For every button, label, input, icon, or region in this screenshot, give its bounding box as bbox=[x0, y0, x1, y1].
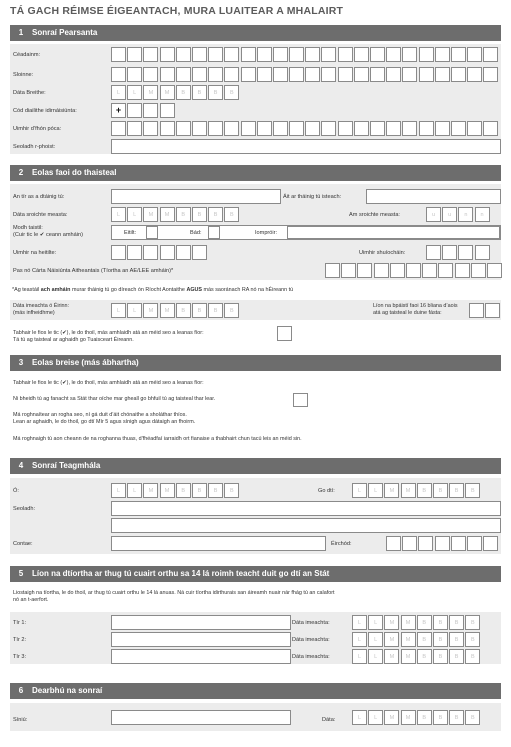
section-1-header: 1 Sonraí Pearsanta bbox=[10, 25, 501, 41]
char-box[interactable] bbox=[160, 245, 175, 260]
country-2-departure-label: Dáta imeachta: bbox=[292, 637, 330, 643]
no-overnight-checkbox[interactable] bbox=[293, 393, 308, 407]
char-box[interactable] bbox=[176, 245, 191, 260]
date-box[interactable]: M bbox=[143, 85, 158, 100]
address-line-1[interactable] bbox=[111, 501, 501, 516]
country-from-field[interactable] bbox=[111, 189, 281, 204]
char-box[interactable] bbox=[289, 121, 304, 136]
char-box[interactable] bbox=[458, 245, 473, 260]
place-arrived-field[interactable] bbox=[366, 189, 501, 204]
date-box[interactable]: B bbox=[449, 710, 464, 725]
county-label: Contae: bbox=[13, 541, 33, 547]
char-box[interactable] bbox=[370, 121, 385, 136]
date-box[interactable]: B bbox=[224, 303, 239, 318]
date-box[interactable]: L bbox=[368, 649, 383, 664]
flight-no-label: Uimhir na heitilte: bbox=[13, 250, 57, 256]
date-box[interactable]: L bbox=[111, 483, 126, 498]
char-box[interactable] bbox=[176, 121, 191, 136]
char-box[interactable] bbox=[127, 245, 142, 260]
eircode-label: Éirchód: bbox=[331, 541, 352, 547]
char-box[interactable] bbox=[160, 121, 175, 136]
char-box[interactable] bbox=[370, 67, 385, 82]
char-box[interactable] bbox=[451, 47, 466, 62]
other-carrier-label: Iompróir: bbox=[255, 230, 278, 236]
surname-boxes[interactable] bbox=[111, 67, 500, 82]
to-date-label: Go dtí: bbox=[318, 488, 335, 494]
char-box[interactable] bbox=[176, 67, 191, 82]
signature-field[interactable] bbox=[111, 710, 291, 725]
date-box[interactable]: M bbox=[401, 615, 416, 630]
char-box[interactable] bbox=[305, 121, 320, 136]
char-box[interactable] bbox=[483, 536, 498, 551]
char-box[interactable] bbox=[224, 47, 239, 62]
char-box[interactable] bbox=[127, 47, 142, 62]
char-box[interactable] bbox=[321, 47, 336, 62]
char-box[interactable] bbox=[289, 47, 304, 62]
char-box[interactable] bbox=[160, 67, 175, 82]
date-box[interactable]: M bbox=[384, 710, 399, 725]
country-from-label: An tír as a dtáinig tú: bbox=[13, 194, 65, 200]
char-box[interactable] bbox=[127, 67, 142, 82]
date-box[interactable]: B bbox=[465, 615, 480, 630]
plus-sign: + bbox=[111, 103, 126, 118]
option-note: Má roghnaítear an rogha seo, ní gá duit d’áit chónaithe a sholáthar thíos. Lean ar aghaidh, le do thoil, go dtí Mír 5 agus sínigh agus dátaigh an fhoirm. bbox=[13, 412, 196, 425]
section-4-header: 4 Sonraí Teagmhála bbox=[10, 458, 501, 474]
date-box[interactable]: M bbox=[401, 632, 416, 647]
country-3-departure-label: Dáta imeachta: bbox=[292, 654, 330, 660]
char-box[interactable] bbox=[338, 121, 353, 136]
country-1-departure-label: Dáta imeachta: bbox=[292, 620, 330, 626]
arrival-time-label: Am sroichte measta: bbox=[349, 212, 400, 218]
char-box[interactable] bbox=[127, 103, 142, 118]
no-overnight-text: Ni bheidh tú ag fanacht sa Stát thar oíche mar gheall go bhfuil tú ag taisteal thar lear. bbox=[13, 396, 216, 402]
county-field[interactable] bbox=[111, 536, 326, 551]
char-box[interactable] bbox=[192, 47, 207, 62]
dial-code-label: Cód diailithe idirnáisiúnta: bbox=[13, 108, 77, 114]
char-box[interactable] bbox=[402, 67, 417, 82]
from-date-boxes[interactable] bbox=[111, 483, 241, 498]
char-box[interactable] bbox=[192, 67, 207, 82]
char-box[interactable] bbox=[471, 263, 486, 278]
char-box[interactable] bbox=[354, 47, 369, 62]
char-box[interactable] bbox=[390, 263, 405, 278]
departure-date-boxes[interactable] bbox=[111, 303, 241, 318]
first-name-label: Céadainm: bbox=[13, 52, 41, 58]
declaration-date-label: Dáta: bbox=[322, 717, 336, 723]
char-box[interactable] bbox=[418, 536, 433, 551]
country-1-field[interactable] bbox=[111, 615, 291, 630]
date-box[interactable]: B bbox=[208, 303, 223, 318]
char-box[interactable] bbox=[419, 67, 434, 82]
char-box[interactable] bbox=[341, 263, 356, 278]
arrival-date-boxes[interactable] bbox=[111, 207, 241, 222]
date-box[interactable]: L bbox=[111, 303, 126, 318]
seat-no-boxes[interactable] bbox=[426, 245, 491, 260]
date-box[interactable]: B bbox=[176, 207, 191, 222]
char-box[interactable] bbox=[467, 121, 482, 136]
date-box[interactable]: B bbox=[176, 85, 191, 100]
eircode-boxes[interactable] bbox=[386, 536, 499, 551]
char-box[interactable] bbox=[321, 67, 336, 82]
char-box[interactable] bbox=[455, 263, 470, 278]
char-box[interactable] bbox=[483, 121, 498, 136]
char-box[interactable] bbox=[127, 121, 142, 136]
char-box[interactable] bbox=[305, 67, 320, 82]
mobile-boxes[interactable] bbox=[111, 121, 500, 136]
char-box[interactable] bbox=[419, 47, 434, 62]
date-box[interactable]: L bbox=[368, 632, 383, 647]
char-box[interactable] bbox=[422, 263, 437, 278]
declaration-date-boxes[interactable] bbox=[352, 710, 482, 725]
char-box[interactable] bbox=[273, 121, 288, 136]
travel-mode-label: Modh taistil: bbox=[13, 225, 43, 231]
date-box[interactable]: B bbox=[449, 632, 464, 647]
children-label: Líon na bpáistí faoi 16 bliana d’aois atá ag taisteal le duine fásta: bbox=[373, 303, 458, 316]
char-box[interactable] bbox=[354, 67, 369, 82]
date-box[interactable]: B bbox=[465, 632, 480, 647]
date-box[interactable]: B bbox=[224, 85, 239, 100]
char-box[interactable] bbox=[257, 67, 272, 82]
date-box[interactable]: B bbox=[208, 207, 223, 222]
date-box[interactable]: B bbox=[433, 615, 448, 630]
char-box[interactable] bbox=[370, 47, 385, 62]
char-box[interactable] bbox=[475, 245, 490, 260]
char-box[interactable] bbox=[111, 245, 126, 260]
date-box[interactable]: L bbox=[368, 483, 383, 498]
char-box[interactable] bbox=[485, 303, 500, 318]
char-box[interactable] bbox=[143, 47, 158, 62]
date-box[interactable]: M bbox=[384, 632, 399, 647]
dial-code-boxes[interactable] bbox=[111, 103, 176, 118]
date-box[interactable]: L bbox=[352, 632, 367, 647]
passport-label: Pas nó Cárta Náisiúnta Aitheantais (Tíortha an AE/LEE amháin)* bbox=[13, 268, 174, 274]
date-box[interactable]: B bbox=[465, 710, 480, 725]
char-box[interactable] bbox=[354, 121, 369, 136]
dob-boxes[interactable] bbox=[111, 85, 241, 100]
date-box[interactable]: B bbox=[208, 85, 223, 100]
date-box[interactable]: B bbox=[433, 649, 448, 664]
arrival-time-boxes[interactable] bbox=[426, 207, 491, 222]
date-box[interactable]: B bbox=[417, 615, 432, 630]
date-box[interactable]: M bbox=[401, 649, 416, 664]
char-box[interactable] bbox=[386, 47, 401, 62]
date-box[interactable]: M bbox=[160, 85, 175, 100]
char-box[interactable] bbox=[176, 47, 191, 62]
date-box[interactable]: B bbox=[449, 649, 464, 664]
char-box[interactable] bbox=[241, 47, 256, 62]
char-box[interactable] bbox=[321, 121, 336, 136]
char-box[interactable] bbox=[402, 121, 417, 136]
char-box[interactable] bbox=[435, 67, 450, 82]
from-date-label: Ó: bbox=[13, 488, 19, 494]
char-box[interactable] bbox=[143, 103, 158, 118]
char-box[interactable] bbox=[241, 121, 256, 136]
date-box[interactable]: M bbox=[160, 303, 175, 318]
char-box[interactable] bbox=[386, 121, 401, 136]
char-box[interactable] bbox=[111, 121, 126, 136]
char-box[interactable] bbox=[160, 103, 175, 118]
date-box[interactable]: B bbox=[224, 207, 239, 222]
date-box[interactable]: B bbox=[465, 483, 480, 498]
ni-note: *Ag teastáil ach amháin murar tháinig tú go díreach ón Ríocht Aontaithe AGUS más saoránach RA nó na hÉireann tú bbox=[12, 287, 294, 293]
other-carrier-field[interactable] bbox=[287, 226, 500, 239]
char-box[interactable] bbox=[325, 263, 340, 278]
date-box[interactable]: B bbox=[208, 483, 223, 498]
char-box[interactable] bbox=[467, 67, 482, 82]
address-label: Seoladh: bbox=[13, 506, 36, 512]
date-box[interactable]: L bbox=[352, 483, 367, 498]
char-box[interactable] bbox=[143, 67, 158, 82]
date-box[interactable]: B bbox=[417, 710, 432, 725]
date-box[interactable]: B bbox=[433, 710, 448, 725]
char-box[interactable] bbox=[208, 67, 223, 82]
departure-label: Dáta imeachta ó Éirinn: (más infheidhme) bbox=[13, 303, 70, 316]
date-box[interactable]: B bbox=[224, 483, 239, 498]
char-box[interactable] bbox=[224, 67, 239, 82]
email-field[interactable] bbox=[111, 139, 501, 154]
date-box[interactable]: B bbox=[192, 483, 207, 498]
country-2-label: Tír 2: bbox=[13, 637, 27, 643]
char-box[interactable] bbox=[483, 67, 498, 82]
date-box[interactable]: B bbox=[449, 483, 464, 498]
flight-no-boxes[interactable] bbox=[111, 245, 208, 260]
date-box[interactable]: L bbox=[127, 303, 142, 318]
date-box[interactable]: B bbox=[192, 303, 207, 318]
section-6-header: 6 Dearbhú na sonraí bbox=[10, 683, 501, 699]
char-box[interactable] bbox=[273, 47, 288, 62]
char-box[interactable] bbox=[374, 263, 389, 278]
date-box[interactable]: u bbox=[426, 207, 441, 222]
char-box[interactable] bbox=[338, 67, 353, 82]
address-line-2[interactable] bbox=[111, 518, 501, 533]
mobile-label: Uimhir d’fhón póca: bbox=[13, 126, 62, 132]
char-box[interactable] bbox=[467, 47, 482, 62]
date-box[interactable]: M bbox=[160, 483, 175, 498]
char-box[interactable] bbox=[338, 47, 353, 62]
travel-mode-hint: (Cuir tic le ✔ ceann amháin) bbox=[13, 232, 83, 238]
date-box[interactable]: M bbox=[143, 303, 158, 318]
date-box[interactable]: L bbox=[352, 649, 367, 664]
char-box[interactable] bbox=[208, 47, 223, 62]
date-box[interactable]: B bbox=[192, 85, 207, 100]
date-box[interactable]: B bbox=[176, 483, 191, 498]
char-box[interactable] bbox=[426, 245, 441, 260]
date-box[interactable]: B bbox=[433, 632, 448, 647]
char-box[interactable] bbox=[192, 245, 207, 260]
date-box[interactable]: n bbox=[475, 207, 490, 222]
char-box[interactable] bbox=[451, 67, 466, 82]
boat-checkbox[interactable] bbox=[208, 226, 220, 239]
char-box[interactable] bbox=[208, 121, 223, 136]
date-box[interactable]: L bbox=[127, 483, 142, 498]
signature-label: Síniú: bbox=[13, 717, 28, 723]
char-box[interactable] bbox=[192, 121, 207, 136]
char-box[interactable] bbox=[386, 536, 401, 551]
place-arrived-label: Áit ar tháinig tú isteach: bbox=[283, 194, 342, 200]
char-box[interactable] bbox=[451, 536, 466, 551]
country-1-date-boxes[interactable] bbox=[352, 615, 482, 630]
char-box[interactable] bbox=[469, 303, 484, 318]
char-box[interactable] bbox=[406, 263, 421, 278]
country-2-date-boxes[interactable] bbox=[352, 632, 482, 647]
date-box[interactable]: M bbox=[384, 615, 399, 630]
char-box[interactable] bbox=[273, 67, 288, 82]
date-box[interactable]: L bbox=[111, 85, 126, 100]
char-box[interactable] bbox=[143, 245, 158, 260]
char-box[interactable] bbox=[111, 67, 126, 82]
char-box[interactable] bbox=[402, 536, 417, 551]
boat-label: Bád: bbox=[190, 230, 202, 236]
date-box[interactable]: u bbox=[442, 207, 457, 222]
plane-checkbox[interactable] bbox=[146, 226, 158, 239]
children-boxes[interactable] bbox=[469, 303, 501, 318]
transit-note: Tabhair le fios le tic (✔), le do thoil, más amhlaidh atá an méid seo a leanas fíor: Tá tú ag taisteal ar aghaidh go Tuaisceart Éireann. bbox=[13, 330, 204, 343]
countries-intro: Liostaigh na tíortha, le do thoil, ar thug tú cuairt orthu le 14 lá anuas. Ná cuir tíortha idirthurais san áireamh nuair nár fhág tú an calafort nó an t-aerfort. bbox=[13, 590, 335, 603]
date-box[interactable]: L bbox=[111, 207, 126, 222]
date-box[interactable]: L bbox=[127, 207, 142, 222]
date-box[interactable]: M bbox=[384, 483, 399, 498]
char-box[interactable] bbox=[419, 121, 434, 136]
char-box[interactable] bbox=[442, 245, 457, 260]
date-box[interactable]: L bbox=[352, 710, 367, 725]
date-box[interactable]: L bbox=[127, 85, 142, 100]
plane-label: Eitilt: bbox=[124, 230, 137, 236]
date-box[interactable]: M bbox=[143, 483, 158, 498]
char-box[interactable] bbox=[451, 121, 466, 136]
char-box[interactable] bbox=[386, 67, 401, 82]
date-box[interactable]: M bbox=[401, 483, 416, 498]
dob-label: Dáta Breithe: bbox=[13, 90, 46, 96]
char-box[interactable] bbox=[435, 121, 450, 136]
country-3-date-boxes[interactable] bbox=[352, 649, 482, 664]
date-box[interactable]: L bbox=[368, 710, 383, 725]
to-date-boxes[interactable] bbox=[352, 483, 482, 498]
char-box[interactable] bbox=[487, 263, 502, 278]
char-box[interactable] bbox=[483, 47, 498, 62]
char-box[interactable] bbox=[438, 263, 453, 278]
date-box[interactable]: B bbox=[417, 483, 432, 498]
date-box[interactable]: M bbox=[143, 207, 158, 222]
first-name-boxes[interactable] bbox=[111, 47, 500, 62]
char-box[interactable] bbox=[402, 47, 417, 62]
char-box[interactable] bbox=[224, 121, 239, 136]
country-1-label: Tír 1: bbox=[13, 620, 27, 626]
date-box[interactable]: L bbox=[368, 615, 383, 630]
date-box[interactable]: M bbox=[384, 649, 399, 664]
date-box[interactable]: B bbox=[417, 632, 432, 647]
date-box[interactable]: L bbox=[352, 615, 367, 630]
date-box[interactable]: B bbox=[433, 483, 448, 498]
section-2-header: 2 Eolas faoi do thaisteal bbox=[10, 165, 501, 181]
date-box[interactable]: B bbox=[449, 615, 464, 630]
char-box[interactable] bbox=[257, 121, 272, 136]
date-box[interactable]: B bbox=[176, 303, 191, 318]
transit-ni-checkbox[interactable] bbox=[277, 326, 292, 341]
date-box[interactable]: M bbox=[401, 710, 416, 725]
extra-intro: Tabhair le fios le tic (✔), le do thoil, más amhlaidh atá an méid seo a leanas fíor: bbox=[13, 380, 204, 386]
section-5-header: 5 Líon na dtíortha ar thug tú cuairt orthu sa 14 lá roimh teacht duit go dtí an Stát bbox=[10, 566, 501, 582]
date-box[interactable]: B bbox=[465, 649, 480, 664]
char-box[interactable] bbox=[289, 67, 304, 82]
country-3-field[interactable] bbox=[111, 649, 291, 664]
char-box[interactable] bbox=[357, 263, 372, 278]
passport-boxes[interactable] bbox=[325, 263, 503, 278]
char-box[interactable] bbox=[467, 536, 482, 551]
char-box[interactable] bbox=[143, 121, 158, 136]
char-box[interactable] bbox=[435, 47, 450, 62]
char-box[interactable] bbox=[241, 67, 256, 82]
surname-label: Sloinne: bbox=[13, 72, 34, 78]
char-box[interactable] bbox=[435, 536, 450, 551]
section-3-header: 3 Eolas breise (más ábhartha) bbox=[10, 355, 501, 371]
char-box[interactable] bbox=[305, 47, 320, 62]
country-3-label: Tír 3: bbox=[13, 654, 27, 660]
country-2-field[interactable] bbox=[111, 632, 291, 647]
seat-no-label: Uimhir shuíocháin: bbox=[359, 250, 406, 256]
date-box[interactable]: n bbox=[458, 207, 473, 222]
char-box[interactable] bbox=[257, 47, 272, 62]
date-box[interactable]: B bbox=[417, 649, 432, 664]
char-box[interactable] bbox=[111, 47, 126, 62]
date-box[interactable]: B bbox=[192, 207, 207, 222]
proof-note: Má roghnaigh tú aon cheann de na roghanna thuas, d’fhéadfaí iarraidh ort fianaise a thabhairt chun tacú leis an méid sin. bbox=[13, 436, 302, 442]
form-title: TÁ GACH RÉIMSE ÉIGEANTACH, MURA LUAITEAR A MHALAIRT bbox=[10, 5, 344, 17]
char-box[interactable] bbox=[160, 47, 175, 62]
arrival-date-label: Dáta sroichte measta: bbox=[13, 212, 68, 218]
email-label: Seoladh r-phoist: bbox=[13, 144, 56, 150]
date-box[interactable]: M bbox=[160, 207, 175, 222]
